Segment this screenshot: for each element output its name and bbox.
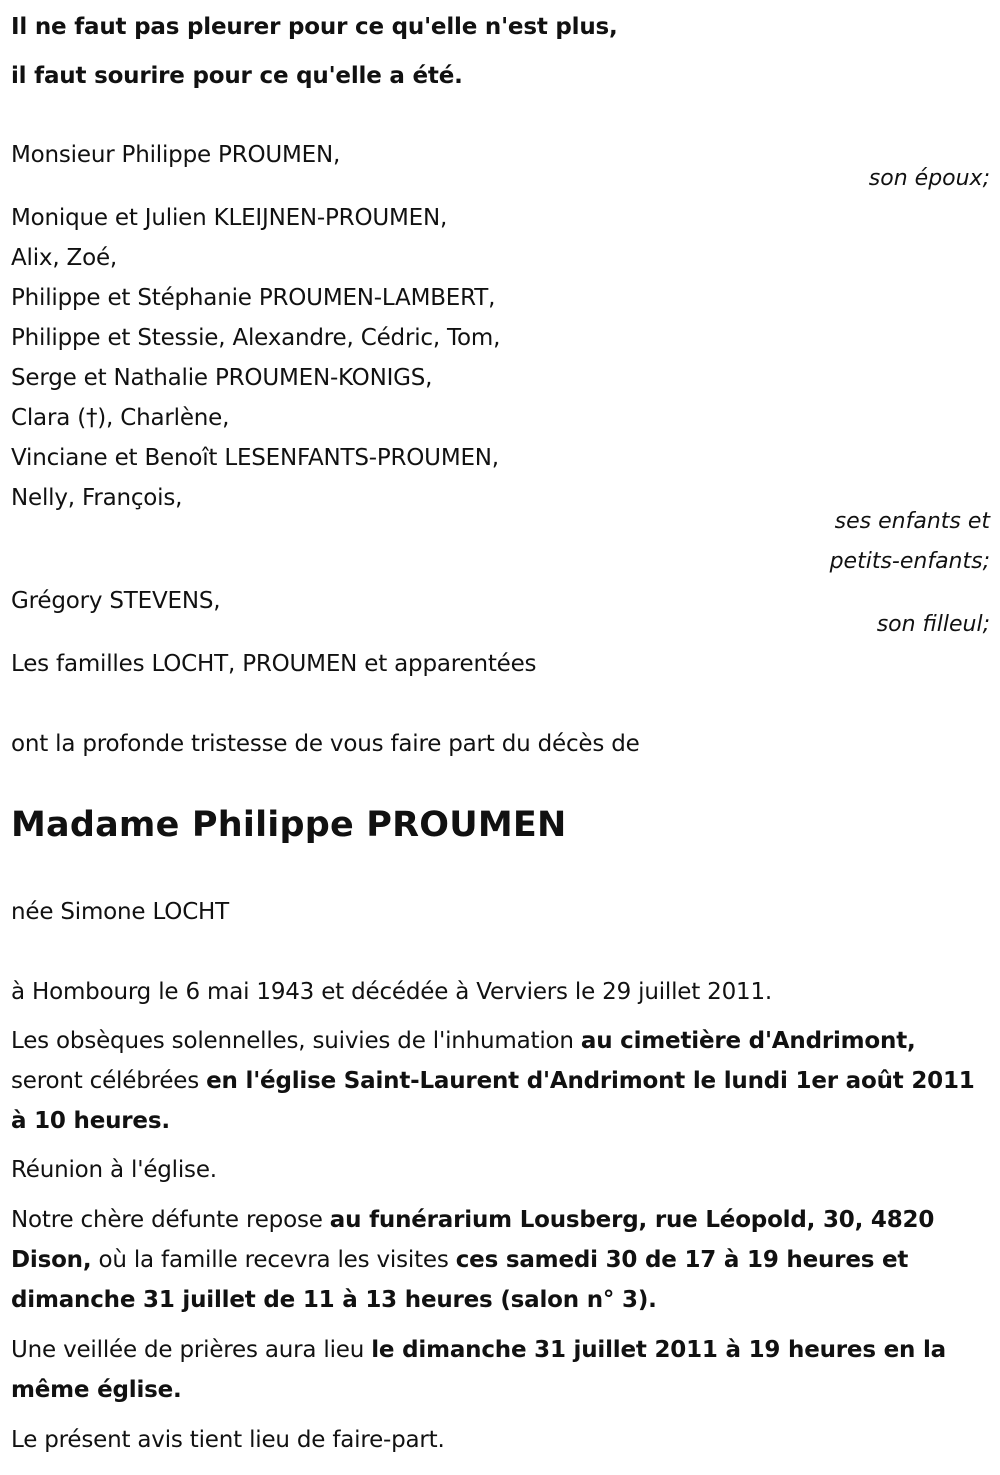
vigil-paragraph [11, 1330, 993, 1410]
obituary-notice [11, 0, 990, 1475]
spouse-name: Monsieur Philippe PROUMEN, [11, 142, 341, 168]
repose-paragraph [11, 1200, 993, 1320]
funeral-cemetery: au cimetière d'Andrimont, [580, 1028, 916, 1054]
quote-line-2: il faut sourire pour ce qu'elle a été. [11, 63, 463, 89]
children-role-line-1: ses enfants et [834, 509, 990, 534]
family-line: Philippe et Stéphanie PROUMEN-LAMBERT, [11, 285, 496, 311]
quote-line-1: Il ne faut pas pleurer pour ce qu'elle n'est plus, [11, 14, 618, 40]
family-line: Serge et Nathalie PROUMEN-KONIGS, [11, 365, 433, 391]
birth-death-line: à Hombourg le 6 mai 1943 et décédée à Verviers le 29 juillet 2011. [11, 979, 773, 1005]
funeral-text-1: Les obsèques solennelles, suivies de l'inhumation [11, 1028, 581, 1054]
godson-name: Grégory STEVENS, [11, 588, 221, 614]
spouse-role: son époux; [868, 166, 990, 191]
reunion-line: Réunion à l'église. [11, 1157, 217, 1183]
vigil-text: Une veillée de prières aura lieu [11, 1337, 372, 1363]
deceased-name: Madame Philippe PROUMEN [11, 805, 567, 845]
funeral-paragraph [11, 1021, 993, 1141]
family-line: Clara (†), Charlène, [11, 405, 230, 431]
visiting-hours: ces samedi 30 de 17 à 19 heures et dimanche 31 juillet de 11 à 13 heures (salon n° 3). [11, 1247, 909, 1313]
family-line: Monique et Julien KLEIJNEN-PROUMEN, [11, 205, 448, 231]
repose-location: au funérarium Lousberg, rue Léopold, 30, 4820 Dison, [11, 1207, 935, 1273]
family-line: Alix, Zoé, [11, 245, 118, 271]
funeral-text-2: seront célébrées [11, 1068, 207, 1094]
closing-line: Le présent avis tient lieu de faire-part. [11, 1427, 445, 1453]
vigil-date-place: le dimanche 31 juillet 2011 à 19 heures en la même église. [11, 1337, 947, 1403]
repose-text-2: où la famille recevra les visites [91, 1247, 456, 1273]
children-role-line-2: petits-enfants; [829, 549, 990, 574]
extended-families: Les familles LOCHT, PROUMEN et apparentées [11, 651, 537, 677]
maiden-name: née Simone LOCHT [11, 899, 229, 925]
announcement: ont la profonde tristesse de vous faire part du décès de [11, 731, 640, 757]
family-line: Vinciane et Benoît LESENFANTS-PROUMEN, [11, 445, 499, 471]
godson-role: son filleul; [876, 612, 990, 637]
repose-text-1: Notre chère défunte repose [11, 1207, 330, 1233]
family-line: Nelly, François, [11, 485, 183, 511]
funeral-church-date: en l'église Saint-Laurent d'Andrimont le lundi 1er août 2011 à 10 heures. [11, 1068, 975, 1134]
family-line: Philippe et Stessie, Alexandre, Cédric, Tom, [11, 325, 501, 351]
